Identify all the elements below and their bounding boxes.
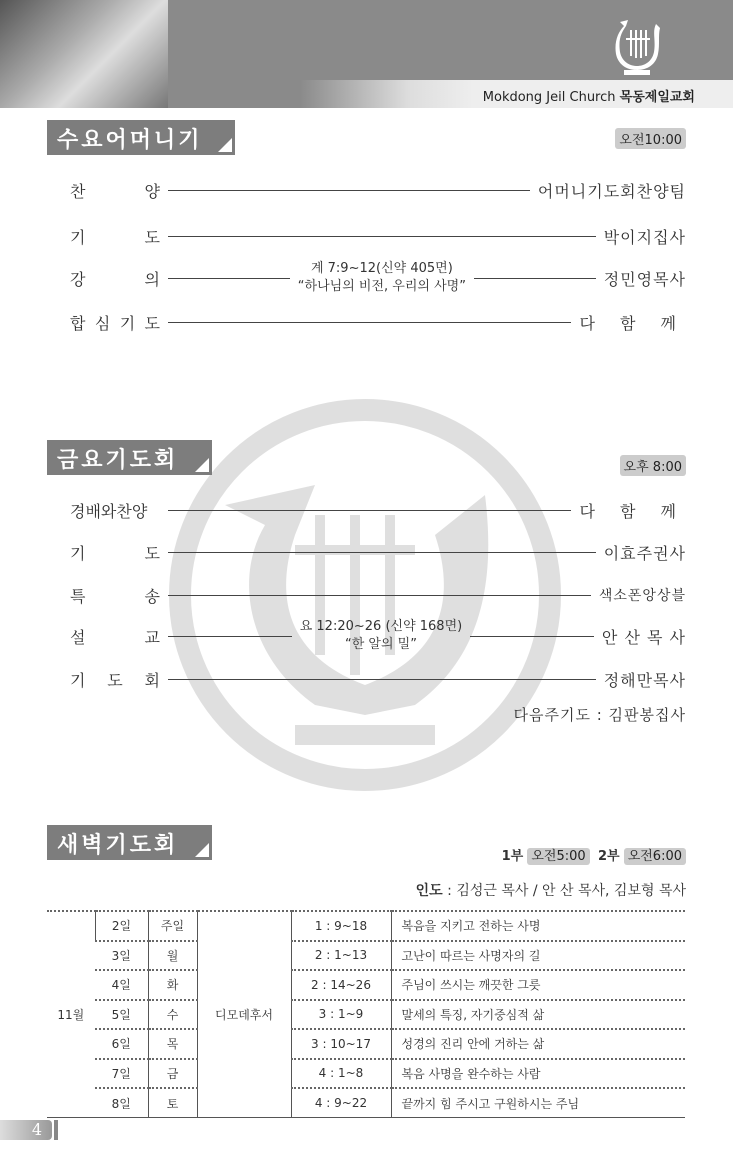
dawn-schedule-table [47,910,685,1118]
page-marker [54,1120,58,1140]
table-row: 8일 토 4 : 9~22 끝까지 힘 주시고 구원하시는 주님 [47,1088,685,1118]
program-row: 기 도 이효주권사 [70,543,686,563]
program-row: 찬 양 어머니기도회찬양팀 [70,181,686,201]
time-badge: 오후 8:00 [620,455,686,476]
program-row: 특 송 색소폰앙상블 [70,586,686,606]
table-row: 5일 수 3 : 1~9 말세의 특징, 자기중심적 삶 [47,1000,685,1030]
section-title-wednesday: 수요어머니기도회 [47,120,235,155]
time-badge: 오전10:00 [615,128,686,149]
program-row: 기 도 회 정해만목사 [70,670,686,690]
table-row: 6일 목 3 : 10~17 성경의 진리 안에 거하는 삶 [47,1029,685,1059]
program-row: 합 심 기 도 다 함 께 [70,313,686,333]
table-row: 3일 월 2 : 1~13 고난이 따르는 사명자의 길 [47,941,685,971]
table-row: 11월 2일 주일 디모데후서 1 : 9~18 복음을 지키고 전하는 사명 [47,911,685,941]
section-title-friday: 금요기도회 [47,440,212,475]
table-row: 4일 화 2 : 14~26 주님이 쓰시는 깨끗한 그릇 [47,970,685,1000]
page-number: 4 [0,1120,52,1140]
program-row: 경배와찬양 다 함 께 [70,501,686,521]
church-name: Mokdong Jeil Church 목동제일교회 [482,90,695,105]
dawn-times: 1부 오전5:00 2부 오전6:00 [502,845,686,864]
program-row: 강 의 계 7:9~12(신약 405면) “하나님의 비전, 우리의 사명” 정민영목사 [70,260,687,294]
lyre-dove-logo-icon [612,18,662,76]
next-week-prayer: 다음주기도 : 김판봉집사 [513,706,686,724]
table-row: 7일 금 4 : 1~8 복음 사명을 완수하는 사람 [47,1059,685,1089]
section-title-dawn: 새벽기도회 [47,825,212,860]
program-row: 설 교 요 12:20~26 (신약 168면) “한 알의 밀” 안 산 목 사 [70,618,687,652]
praying-hands-photo [0,0,168,108]
leaders: 인도 : 김성근 목사 / 안 산 목사, 김보형 목사 [415,883,686,899]
header-banner [0,0,733,108]
program-row: 기 도 박이지집사 [70,227,686,247]
